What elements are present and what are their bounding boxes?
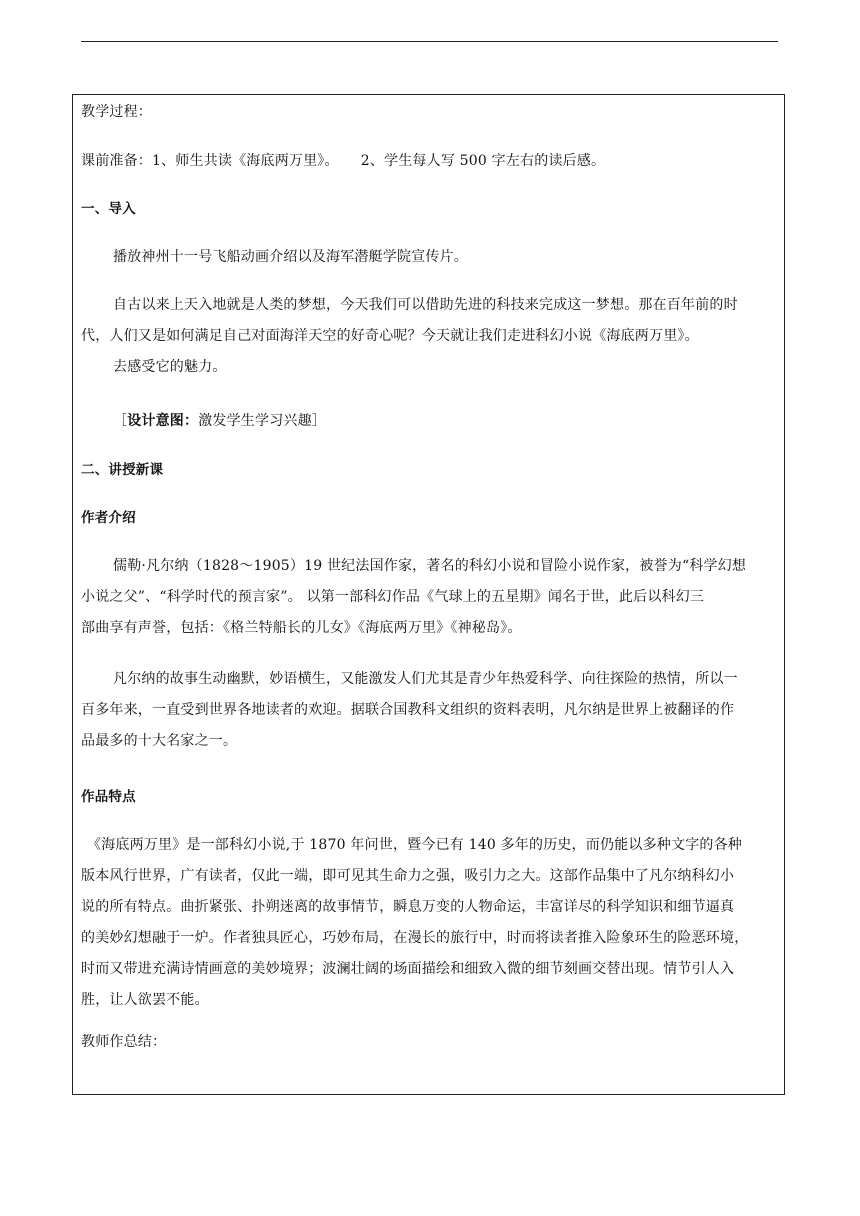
works-paragraph <box>81 830 778 1016</box>
author-p1-line: 部曲享有声誉，包括：《格兰特船长的儿女》《海底两万里》《神秘岛》。 <box>81 620 522 636</box>
works-line: 说的所有特点。曲折紧张、扑朔迷离的故事情节，瞬息万变的人物命运，丰富详尽的科学知识和细节逼真 <box>81 899 735 915</box>
section1-p2-line: 自古以来上天入地就是人类的梦想，今天我们可以借助先进的科技来完成这一梦想。那在百年前的时 <box>113 297 738 313</box>
section2-heading: 二、讲授新课 <box>81 462 164 478</box>
works-heading: 作品特点 <box>81 789 136 805</box>
prep-part1: 课前准备：1、师生共读《海底两万里》。 <box>81 153 339 169</box>
author-p1-line: 儒勒·凡尔纳（1828～1905）19 世纪法国作家，著名的科幻小说和冒险小说作家，被誉为“科学幻想 <box>113 558 747 574</box>
works-line: 时而又带进充满诗情画意的美妙境界；波澜壮阔的场面描绘和细致入微的细节刻画交替出现。情节引人入 <box>81 961 735 977</box>
works-line: 胜，让人欲罢不能。 <box>81 992 209 1008</box>
section1-p2 <box>81 290 778 383</box>
section1-p2-line: 去感受它的魅力。 <box>113 359 227 375</box>
summary-label: 教师作总结： <box>81 1034 167 1050</box>
author-p1 <box>81 551 778 644</box>
author-p2-line: 凡尔纳的故事生动幽默，妙语横生，又能激发人们尤其是青少年热爱科学、向往探险的热情，所以一 <box>113 671 738 687</box>
author-p1-line: 小说之父”、“科学时代的预言家”。 以第一部科幻作品《气球上的五星期》闻名于世，此后以科幻三 <box>81 589 705 605</box>
process-heading: 教学过程： <box>81 104 152 120</box>
works-line: 版本风行世界，广有读者，仅此一端，即可见其生命力之强，吸引力之大。这部作品集中了凡尔纳科幻小 <box>81 868 735 884</box>
prep-line <box>81 151 605 171</box>
design-text: 激发学生学习兴趣］ <box>198 413 327 429</box>
author-p2-line: 品最多的十大名家之一。 <box>81 733 238 749</box>
design-label: 设计意图： <box>127 413 199 429</box>
author-p2 <box>81 664 778 757</box>
author-heading: 作者介绍 <box>81 510 136 526</box>
section1-p1: 播放神州十一号飞船动画介绍以及海军潜艇学院宣传片。 <box>113 249 468 265</box>
design-open: ［ <box>113 413 128 429</box>
works-line: 《海底两万里》是一部科幻小说,于 1870 年问世，暨今已有 140 多年的历史，而仍能以多种文字的各种 <box>87 837 742 853</box>
header-rule <box>81 41 778 42</box>
author-p2-line: 百多年来，一直受到世界各地读者的欢迎。据联合国教科文组织的资料表明，凡尔纳是世界上被翻译的作 <box>81 702 735 718</box>
section1-heading: 一、导入 <box>81 201 136 217</box>
prep-part2: 2、学生每人写 500 字左右的读后感。 <box>360 153 606 169</box>
works-line: 的美妙幻想融于一炉。作者独具匠心，巧妙布局，在漫长的旅行中，时而将读者推入险象环生的险恶环境， <box>81 930 749 946</box>
section1-p2-line: 代，人们又是如何满足自己对面海洋天空的好奇心呢？今天就让我们走进科幻小说《海底两万里》。 <box>81 328 699 344</box>
design-intent <box>113 411 326 431</box>
